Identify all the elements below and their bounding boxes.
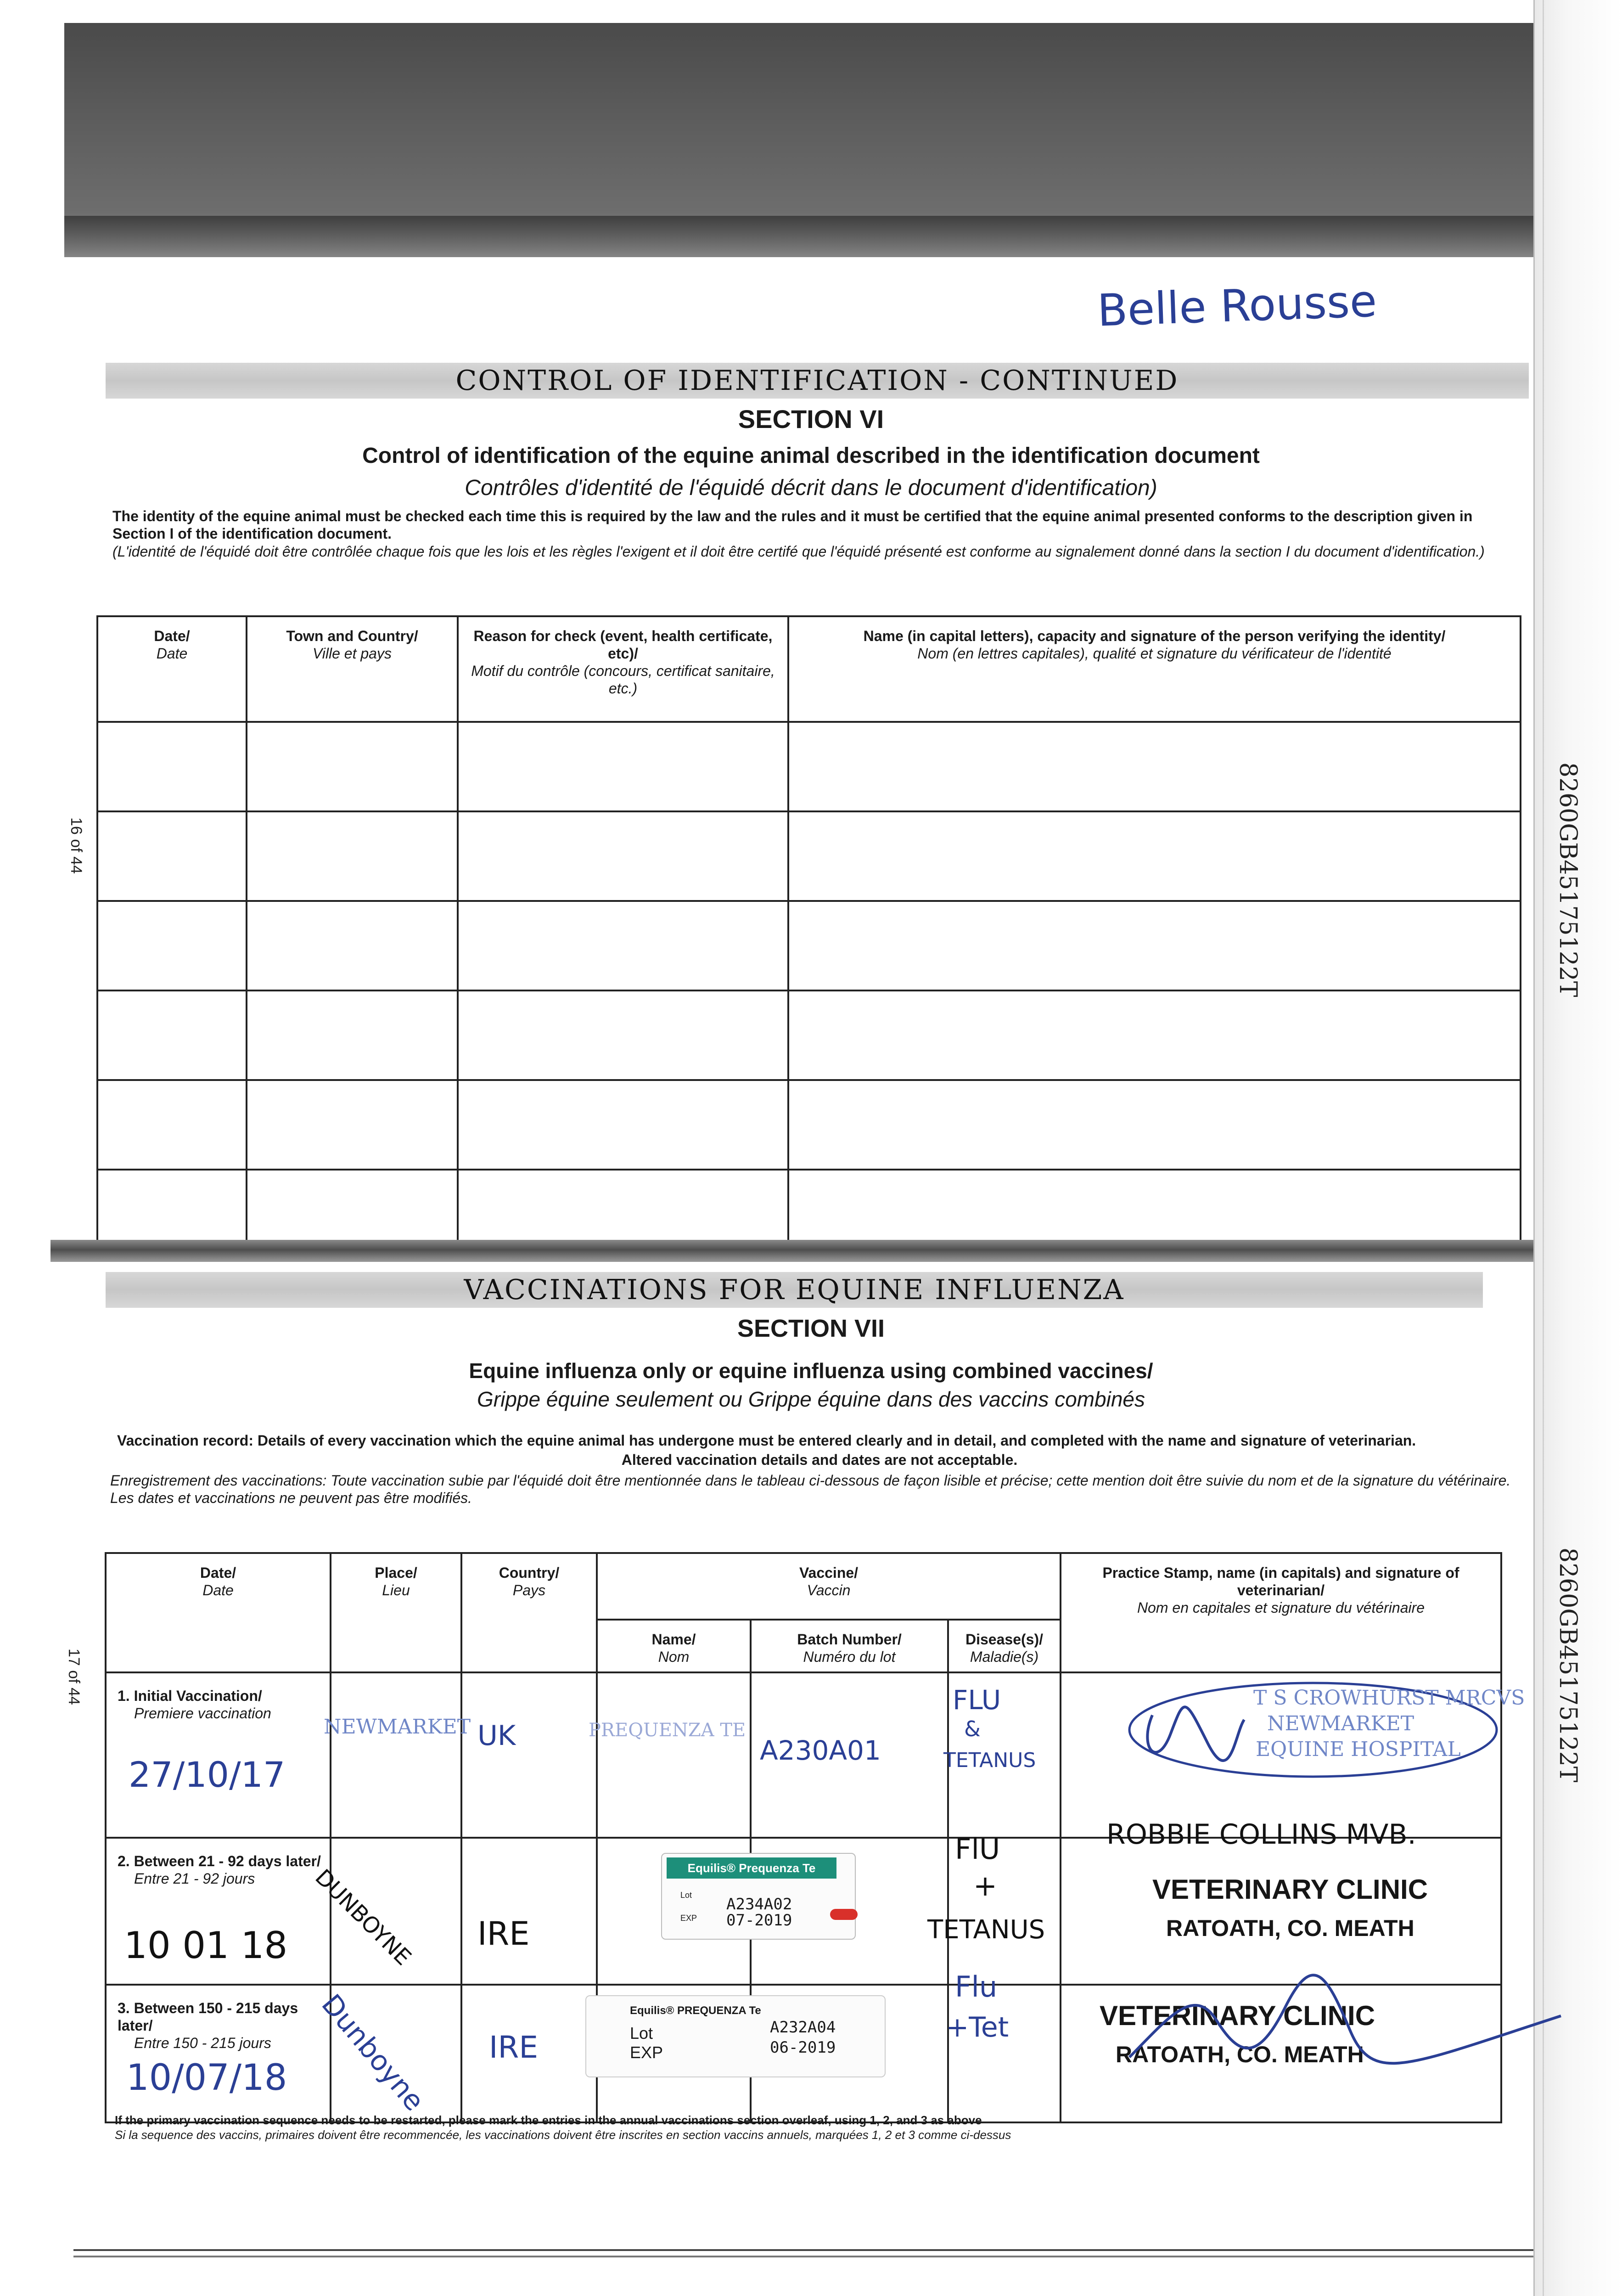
bottom-scan-line xyxy=(73,2249,1533,2251)
section7-record-en: Vaccination record: Details of every vaccination which the equine animal has undergone must be entered clearly and in detail, and completed with the name and signature of veterinarian. xyxy=(117,1432,1416,1449)
row-label: 1. Initial Vaccination/ Premiere vaccination xyxy=(106,1672,331,1838)
col-date: Date/ Date xyxy=(106,1553,331,1672)
row3-disease-1: Flu xyxy=(955,1970,998,2003)
bottom-scan-line xyxy=(73,2256,1533,2257)
row3-date: 10/07/18 xyxy=(126,2057,287,2099)
row1-stamp-line1: T S CROWHURST MRCVS xyxy=(1253,1686,1525,1710)
col-disease: Disease(s)/ Maladie(s) xyxy=(948,1620,1061,1672)
row3-sticker-lot-label: Lot xyxy=(630,2024,653,2043)
row3-sticker-exp: 06-2019 xyxy=(770,2038,836,2057)
col-country: Country/ Pays xyxy=(461,1553,597,1672)
section7-title: SECTION VII xyxy=(737,1315,885,1342)
section7-banner: VACCINATIONS FOR EQUINE INFLUENZA xyxy=(106,1272,1483,1308)
row2-sticker-exp: 07-2019 xyxy=(726,1911,792,1930)
row-label: 2. Between 21 - 92 days later/ Entre 21 - 92 jours xyxy=(106,1838,331,1985)
row2-disease-1: FlU xyxy=(955,1832,1000,1866)
section6-intro-en: The identity of the equine animal must be checked each time this is required by the law and the rules and it must be certified that the equine animal presented conforms to the description given in Section I of the identification document. xyxy=(112,508,1473,542)
row2-sticker-brand: Equilis® Prequenza Te xyxy=(667,1857,836,1879)
table-row xyxy=(97,722,1521,811)
section6-subtitle-en: Control of identification of the equine animal described in the identification document xyxy=(362,444,1260,468)
row3-stamp-line2: RATOATH, CO. MEATH xyxy=(1116,2042,1364,2067)
row1-disease-1: FLU xyxy=(953,1684,1001,1716)
row3-sticker-brand: Equilis® PREQUENZA Te xyxy=(630,2004,761,2017)
row1-stamp-line3: EQUINE HOSPITAL xyxy=(1256,1738,1461,1761)
row2-sticker-exp-label: EXP xyxy=(680,1913,697,1923)
col-reason: Reason for check (event, health certificate, etc)/ Motif du contrôle (concours, certificat sanitaire, etc.) xyxy=(458,616,788,722)
row1-batch: A230A01 xyxy=(760,1735,881,1766)
row3-disease-2: +Tet xyxy=(946,2011,1009,2043)
identification-check-table xyxy=(96,615,1521,1244)
table-row xyxy=(97,901,1521,990)
side-id-bottom: 8260GB45175122T xyxy=(1554,1548,1582,1783)
row3-stamp-line1: VETERINARY CLINIC xyxy=(1100,2000,1375,2031)
section7-footnote-fr: Si la sequence des vaccins, primaires doivent être recommencée, les vaccinations doivent être inscrites en section vaccins annuels, marquées 1, 2 et 3 comme ci-dessus xyxy=(115,2128,1011,2142)
section7-record-fr: Enregistrement des vaccinations: Toute vaccination subie par l'équidé doit être mentionnée dans le tableau ci-dessous de façon lisible et précise; cette mention doit être suivie du nom et de la signature du vétérinaire. Les dates et vaccinations ne peuvent pas être modifiés. xyxy=(110,1472,1511,1506)
row2-country: IRE xyxy=(477,1915,530,1953)
row1-country: UK xyxy=(477,1720,516,1752)
row2-disease-3: TETANUS xyxy=(927,1915,1045,1945)
row2-disease-2: + xyxy=(973,1869,997,1902)
col-town-country: Town and Country/ Ville et pays xyxy=(247,616,458,722)
section6-banner: CONTROL OF IDENTIFICATION - CONTINUED xyxy=(106,363,1529,399)
col-practice-stamp: Practice Stamp, name (in capitals) and signature of veterinarian/ Nom en capitales et signature du vétérinaire xyxy=(1061,1553,1501,1672)
scanner-dark-band xyxy=(64,23,1543,257)
section6-title: SECTION VI xyxy=(738,405,884,433)
row1-place-stamp: NEWMARKET xyxy=(324,1715,471,1739)
col-verifier: Name (in capital letters), capacity and signature of the person verifying the identity/ Nom (en lettres capitales), qualité et signature du vérificateur de l'identité xyxy=(788,616,1521,722)
table-row xyxy=(97,811,1521,901)
row2-sticker-lot: A234A02 xyxy=(726,1895,792,1913)
row1-vaccine-name: PREQUENZA TE xyxy=(589,1720,746,1741)
row1-date: 27/10/17 xyxy=(129,1754,286,1795)
page-edge-strip xyxy=(1533,0,1622,2296)
horse-name-handwritten: Belle Rousse xyxy=(1096,275,1378,337)
row2-place: DUNBOYNE xyxy=(310,1864,416,1971)
row3-signature xyxy=(1111,1965,1570,2076)
col-vaccine-name: Name/ Nom xyxy=(597,1620,751,1672)
row3-country: IRE xyxy=(489,2030,539,2065)
row1-stamp-line2: NEWMARKET xyxy=(1267,1712,1414,1735)
row2-date: 10 01 18 xyxy=(124,1924,288,1967)
row2-sticker-red-mark xyxy=(830,1909,858,1920)
page-number-16: 16 of 44 xyxy=(67,817,85,874)
table-row xyxy=(97,1080,1521,1170)
section7-footnote-en: If the primary vaccination sequence needs to be restarted, please mark the entries in the annual vaccinations section overleaf, using 1, 2, and 3 as above xyxy=(115,2113,982,2127)
col-place: Place/ Lieu xyxy=(331,1553,461,1672)
page-fold xyxy=(51,1240,1533,1262)
section6-subtitle-fr: Contrôles d'identité de l'équidé décrit dans le document d'identification) xyxy=(465,476,1157,500)
row3-sticker-lot: A232A04 xyxy=(770,2018,836,2037)
row-label: 3. Between 150 - 215 days later/ Entre 150 - 215 jours xyxy=(106,1985,331,2122)
row1-disease-3: TETANUS xyxy=(943,1749,1036,1772)
section7-subtitle-en: Equine influenza only or equine influenza using combined vaccines/ xyxy=(469,1359,1153,1383)
section7-record-en-2: Altered vaccination details and dates are not acceptable. xyxy=(621,1452,1018,1468)
section6-intro-fr: (L'identité de l'équidé doit être contrôlée chaque fois que les lois et les règles l'exigent et il doit être certifé que l'équidé présenté est conforme au signalement donné dans la section I du document d'identification.) xyxy=(112,543,1485,560)
row2-sticker-lot-label: Lot xyxy=(680,1891,692,1900)
page-number-17: 17 of 44 xyxy=(65,1649,83,1705)
section7-subtitle-fr: Grippe équine seulement ou Grippe équine dans des vaccins combinés xyxy=(477,1387,1145,1411)
col-vaccine: Vaccine/ Vaccin xyxy=(597,1553,1061,1620)
table-row xyxy=(97,990,1521,1080)
col-batch-number: Batch Number/ Numéro du lot xyxy=(751,1620,948,1672)
col-date: Date/ Date xyxy=(97,616,247,722)
row2-stamp-line1: VETERINARY CLINIC xyxy=(1152,1874,1428,1905)
row3-place: Dunboyne xyxy=(315,1988,431,2117)
row3-sticker-exp-label: EXP xyxy=(630,2043,663,2062)
row1-disease-2: & xyxy=(964,1716,981,1741)
side-id-top: 8260GB45175122T xyxy=(1554,762,1582,997)
row2-vaccine-sticker xyxy=(661,1853,856,1940)
row2-vet-name: ROBBIE COLLINS MVB. xyxy=(1106,1818,1416,1851)
row2-stamp-line2: RATOATH, CO. MEATH xyxy=(1166,1915,1414,1941)
table-row xyxy=(97,1170,1521,1243)
row3-vaccine-sticker xyxy=(585,1995,886,2077)
